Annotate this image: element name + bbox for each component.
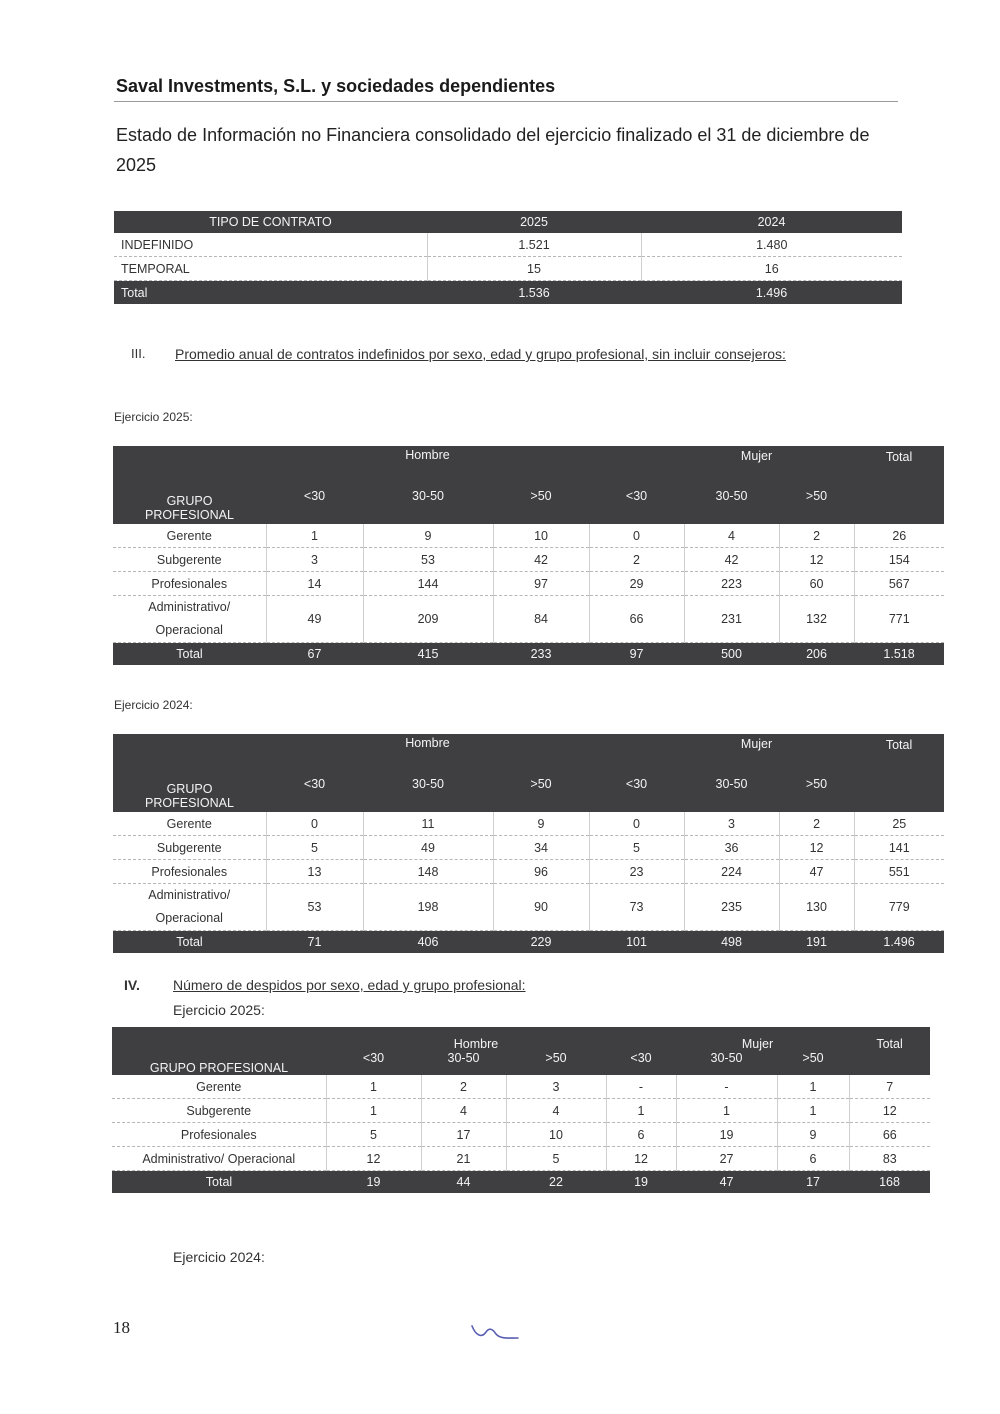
total-value: 229 bbox=[493, 931, 589, 954]
cell-value: 6 bbox=[777, 1147, 849, 1171]
cell-value: 567 bbox=[854, 572, 944, 596]
cell-value: 12 bbox=[326, 1147, 421, 1171]
cell-value: 0 bbox=[266, 812, 363, 836]
total-value: 500 bbox=[684, 643, 779, 666]
cell-value: 4 bbox=[684, 524, 779, 548]
total-label: Total bbox=[113, 643, 266, 666]
table-row bbox=[113, 548, 944, 572]
table-row bbox=[113, 524, 944, 548]
header-group bbox=[113, 446, 266, 524]
table-row bbox=[112, 1075, 930, 1099]
row-label: Administrativo/ Operacional bbox=[113, 596, 266, 643]
total-value: 415 bbox=[363, 643, 493, 666]
cell-value: 90 bbox=[493, 884, 589, 931]
table-row bbox=[114, 233, 902, 257]
header-age: <30 bbox=[589, 775, 684, 812]
cell-value: 224 bbox=[684, 860, 779, 884]
header-age: >50 bbox=[493, 487, 589, 524]
cell-value: 53 bbox=[363, 548, 493, 572]
header-hombre: Hombre bbox=[266, 446, 589, 487]
row-label: Administrativo/ Operacional bbox=[113, 884, 266, 931]
cell-value: 209 bbox=[363, 596, 493, 643]
cell-value: 771 bbox=[854, 596, 944, 643]
total-row bbox=[112, 1171, 930, 1194]
header-group-line2: PROFESIONAL bbox=[145, 796, 234, 810]
header-contract-type: TIPO DE CONTRATO bbox=[114, 211, 427, 233]
header-group-line2: PROFESIONAL bbox=[145, 508, 234, 522]
cell-value: 42 bbox=[493, 548, 589, 572]
cell-value: 47 bbox=[779, 860, 854, 884]
cell-value: 1 bbox=[606, 1099, 676, 1123]
cell-value: 21 bbox=[421, 1147, 506, 1171]
total-value: 1.518 bbox=[854, 643, 944, 666]
cell-value: 5 bbox=[589, 836, 684, 860]
header-divider bbox=[114, 101, 898, 102]
header-year-2024: 2024 bbox=[641, 211, 902, 233]
table-row bbox=[112, 1099, 930, 1123]
contract-type-table bbox=[114, 211, 902, 304]
total-row bbox=[113, 643, 944, 666]
cell-value: 4 bbox=[506, 1099, 606, 1123]
total-value: 1.496 bbox=[641, 281, 902, 305]
cell-value: 10 bbox=[506, 1123, 606, 1147]
cell-value: 2 bbox=[589, 548, 684, 572]
cell-value: 0 bbox=[589, 812, 684, 836]
header-hombre: Hombre bbox=[266, 734, 589, 775]
cell-value: 49 bbox=[363, 836, 493, 860]
total-value: 19 bbox=[326, 1171, 421, 1194]
total-row bbox=[114, 281, 902, 305]
total-label: Total bbox=[112, 1171, 326, 1194]
row-label: TEMPORAL bbox=[114, 257, 427, 281]
signature-initial-icon bbox=[470, 1322, 522, 1344]
header-age: <30 bbox=[266, 775, 363, 812]
header-age: >50 bbox=[779, 775, 854, 812]
cell-value: 551 bbox=[854, 860, 944, 884]
total-value: 17 bbox=[777, 1171, 849, 1194]
cell-value: 2 bbox=[779, 812, 854, 836]
total-value: 233 bbox=[493, 643, 589, 666]
row-label: Profesionales bbox=[112, 1123, 326, 1147]
cell-value: 97 bbox=[493, 572, 589, 596]
row-label: Subgerente bbox=[112, 1099, 326, 1123]
row-label: Administrativo/ Operacional bbox=[112, 1147, 326, 1171]
cell-value: 11 bbox=[363, 812, 493, 836]
cell-value: 42 bbox=[684, 548, 779, 572]
header-age: >50 bbox=[493, 775, 589, 812]
cell-value: 66 bbox=[849, 1123, 930, 1147]
cell-value: 12 bbox=[606, 1147, 676, 1171]
table-row bbox=[112, 1123, 930, 1147]
cell-value: 5 bbox=[326, 1123, 421, 1147]
cell-value: 53 bbox=[266, 884, 363, 931]
total-value: 498 bbox=[684, 931, 779, 954]
cell-value: 25 bbox=[854, 812, 944, 836]
cell-value: 23 bbox=[589, 860, 684, 884]
table-row bbox=[113, 572, 944, 596]
header-group-line1: GRUPO bbox=[166, 782, 213, 796]
cell-value: 9 bbox=[777, 1123, 849, 1147]
row-label: INDEFINIDO bbox=[114, 233, 427, 257]
table-row bbox=[113, 596, 944, 643]
cell-value: 0 bbox=[589, 524, 684, 548]
average-contracts-2024-table bbox=[113, 734, 944, 953]
cell-value: 12 bbox=[779, 836, 854, 860]
cell-value: 779 bbox=[854, 884, 944, 931]
cell-value: 12 bbox=[849, 1099, 930, 1123]
fiscal-year-caption: Ejercicio 2025: bbox=[173, 1002, 265, 1018]
cell-value: 1 bbox=[266, 524, 363, 548]
cell-value: 49 bbox=[266, 596, 363, 643]
total-value: 1.496 bbox=[854, 931, 944, 954]
table-row bbox=[113, 884, 944, 931]
header-age: >50 bbox=[777, 1051, 849, 1075]
total-value: 191 bbox=[779, 931, 854, 954]
header-age: 30-50 bbox=[421, 1051, 506, 1075]
cell-value: 73 bbox=[589, 884, 684, 931]
total-value: 1.536 bbox=[427, 281, 641, 305]
total-value: 19 bbox=[606, 1171, 676, 1194]
cell-value: 5 bbox=[506, 1147, 606, 1171]
fiscal-year-caption: Ejercicio 2025: bbox=[114, 410, 193, 424]
total-value: 67 bbox=[266, 643, 363, 666]
header-year-2025: 2025 bbox=[427, 211, 641, 233]
header-age: 30-50 bbox=[684, 487, 779, 524]
table-row bbox=[113, 860, 944, 884]
header-age: <30 bbox=[589, 487, 684, 524]
header-total: Total bbox=[854, 446, 944, 487]
cell-value: 9 bbox=[493, 812, 589, 836]
cell-value: 9 bbox=[363, 524, 493, 548]
row-label: Profesionales bbox=[113, 572, 266, 596]
cell-value: 5 bbox=[266, 836, 363, 860]
cell-value: 154 bbox=[854, 548, 944, 572]
total-label: Total bbox=[114, 281, 427, 305]
table-row bbox=[113, 836, 944, 860]
cell-value: 1 bbox=[777, 1075, 849, 1099]
header-mujer: Mujer bbox=[589, 446, 854, 487]
cell-value: 14 bbox=[266, 572, 363, 596]
cell-value: 36 bbox=[684, 836, 779, 860]
cell-value: 1.521 bbox=[427, 233, 641, 257]
header-age: 30-50 bbox=[363, 487, 493, 524]
header-mujer: Mujer bbox=[589, 734, 854, 775]
cell-value: 3 bbox=[506, 1075, 606, 1099]
table-row bbox=[113, 812, 944, 836]
cell-value: 34 bbox=[493, 836, 589, 860]
cell-value: 1 bbox=[326, 1099, 421, 1123]
header-group bbox=[113, 734, 266, 812]
header-age: <30 bbox=[326, 1051, 421, 1075]
cell-value: 132 bbox=[779, 596, 854, 643]
cell-value: 27 bbox=[676, 1147, 777, 1171]
cell-value: 29 bbox=[589, 572, 684, 596]
report-subtitle: Estado de Información no Financiera consolidado del ejercicio finalizado el 31 de diciembre de 2025 bbox=[116, 125, 870, 175]
cell-value: 3 bbox=[266, 548, 363, 572]
header-total: Total bbox=[849, 1027, 930, 1051]
cell-value: - bbox=[606, 1075, 676, 1099]
row-label: Subgerente bbox=[113, 548, 266, 572]
header-age: <30 bbox=[266, 487, 363, 524]
header-mujer: Mujer bbox=[606, 1027, 849, 1051]
cell-value: 4 bbox=[421, 1099, 506, 1123]
cell-value: 7 bbox=[849, 1075, 930, 1099]
cell-value: 6 bbox=[606, 1123, 676, 1147]
cell-value: 26 bbox=[854, 524, 944, 548]
cell-value: 148 bbox=[363, 860, 493, 884]
section-number: III. bbox=[131, 346, 146, 361]
average-contracts-2025-table bbox=[113, 446, 944, 665]
cell-value: 198 bbox=[363, 884, 493, 931]
header-group: GRUPO PROFESIONAL bbox=[112, 1027, 326, 1075]
cell-value: 17 bbox=[421, 1123, 506, 1147]
row-label: Gerente bbox=[113, 524, 266, 548]
total-value: 22 bbox=[506, 1171, 606, 1194]
total-value: 406 bbox=[363, 931, 493, 954]
cell-value: 2 bbox=[779, 524, 854, 548]
total-value: 168 bbox=[849, 1171, 930, 1194]
cell-value: 1 bbox=[326, 1075, 421, 1099]
cell-value: 235 bbox=[684, 884, 779, 931]
section-title: Número de despidos por sexo, edad y grupo profesional: bbox=[173, 977, 526, 993]
cell-value: 141 bbox=[854, 836, 944, 860]
page-number: 18 bbox=[113, 1318, 130, 1337]
cell-value: 12 bbox=[779, 548, 854, 572]
total-label: Total bbox=[113, 931, 266, 954]
cell-value: 96 bbox=[493, 860, 589, 884]
cell-value: 16 bbox=[641, 257, 902, 281]
cell-value: 66 bbox=[589, 596, 684, 643]
dismissals-2025-table bbox=[112, 1027, 930, 1193]
total-value: 47 bbox=[676, 1171, 777, 1194]
header-age: 30-50 bbox=[684, 775, 779, 812]
cell-value: 83 bbox=[849, 1147, 930, 1171]
table-row bbox=[112, 1147, 930, 1171]
section-title: Promedio anual de contratos indefinidos por sexo, edad y grupo profesional, sin incluir consejeros: bbox=[175, 346, 786, 362]
cell-value: 84 bbox=[493, 596, 589, 643]
row-label: Gerente bbox=[113, 812, 266, 836]
cell-value: 15 bbox=[427, 257, 641, 281]
total-value: 97 bbox=[589, 643, 684, 666]
row-label: Profesionales bbox=[113, 860, 266, 884]
cell-value: 1 bbox=[676, 1099, 777, 1123]
cell-value: 144 bbox=[363, 572, 493, 596]
fiscal-year-caption: Ejercicio 2024: bbox=[173, 1249, 265, 1265]
total-row bbox=[113, 931, 944, 954]
cell-value: 2 bbox=[421, 1075, 506, 1099]
cell-value: 19 bbox=[676, 1123, 777, 1147]
section-number: IV. bbox=[124, 977, 140, 993]
cell-value: 231 bbox=[684, 596, 779, 643]
fiscal-year-caption: Ejercicio 2024: bbox=[114, 698, 193, 712]
cell-value: - bbox=[676, 1075, 777, 1099]
cell-value: 3 bbox=[684, 812, 779, 836]
company-name: Saval Investments, S.L. y sociedades dependientes bbox=[116, 76, 556, 96]
header-group-line1: GRUPO bbox=[166, 494, 213, 508]
total-value: 101 bbox=[589, 931, 684, 954]
total-value: 206 bbox=[779, 643, 854, 666]
total-value: 44 bbox=[421, 1171, 506, 1194]
cell-value: 1 bbox=[777, 1099, 849, 1123]
header-total: Total bbox=[854, 734, 944, 775]
header-age: 30-50 bbox=[363, 775, 493, 812]
cell-value: 223 bbox=[684, 572, 779, 596]
cell-value: 1.480 bbox=[641, 233, 902, 257]
row-label: Gerente bbox=[112, 1075, 326, 1099]
cell-value: 60 bbox=[779, 572, 854, 596]
total-value: 71 bbox=[266, 931, 363, 954]
header-age: >50 bbox=[506, 1051, 606, 1075]
header-age: 30-50 bbox=[676, 1051, 777, 1075]
cell-value: 10 bbox=[493, 524, 589, 548]
cell-value: 13 bbox=[266, 860, 363, 884]
cell-value: 130 bbox=[779, 884, 854, 931]
header-age: >50 bbox=[779, 487, 854, 524]
header-age: <30 bbox=[606, 1051, 676, 1075]
row-label: Subgerente bbox=[113, 836, 266, 860]
table-row bbox=[114, 257, 902, 281]
header-hombre: Hombre bbox=[326, 1027, 606, 1051]
